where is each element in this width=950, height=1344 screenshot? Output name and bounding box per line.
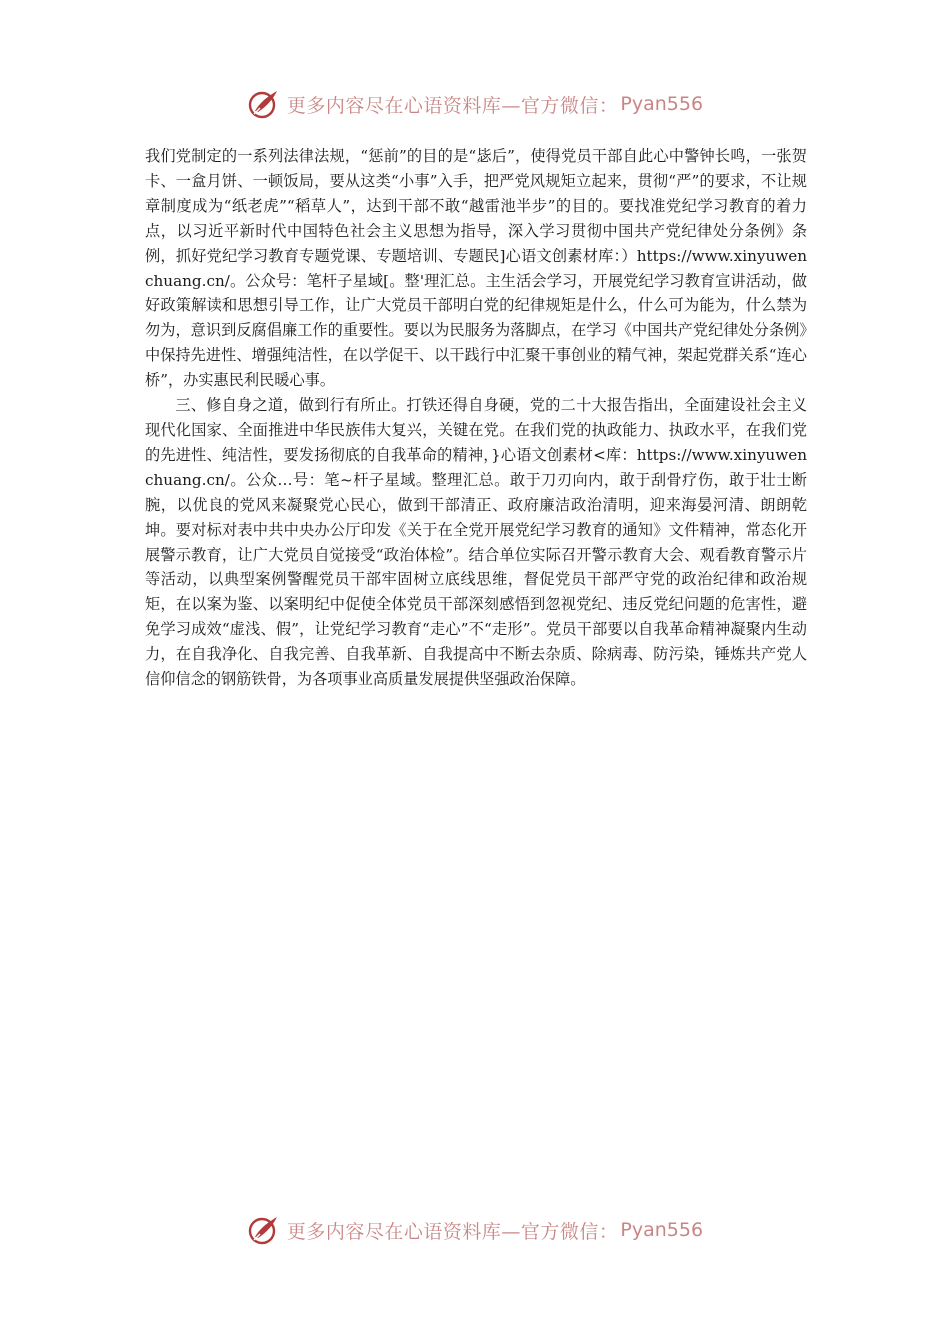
- watermark-text: 更多内容尽在心语资料库—官方微信：: [286, 1220, 619, 1243]
- watermark-wechat-id: Pyan556: [620, 1219, 704, 1241]
- quill-seal-icon: [247, 87, 281, 121]
- watermark-text: 更多内容尽在心语资料库—官方微信：: [286, 94, 619, 117]
- paragraph-1: 我们党制定的一系列法律法规，“惩前”的目的是“毖后”，使得党员干部自此心中警钟长鸣，一张贺卡、一盒月饼、一顿饭局，要从这类“小事”入手，把严党风规矩立起来，贯彻“严”的要求，不让规章制度成为“纸老虎”“稻草人”，达到干部不敢“越雷池半步”的目的。要找准党纪学习教育的着力点，以习近平新时代中国特色社会主义思想为指导，深入学习贯彻中国共产党纪律处分条例》条例，抓好党纪学习教育专题党课、专题培训、专题民]心语文创素材库：）https://www.xinyuwenchuang.cn/。公众号：笔杆子星域[。整'理汇总。主生活会学习，开展党纪学习教育宣讲活动，做好政策解读和思想引导工作，让广大党员干部明白党的纪律规矩是什么，什么可为能为，什么禁为勿为，意识到反腐倡廉工作的重要性。要以为民服务为落脚点，在学习《中国共产党纪律处分条例》中保持先进性、增强纯洁性，在以学促干、以干践行中汇聚干事创业的精气神，架起党群关系“连心桥”，办实惠民利民暖心事。: [145, 147, 807, 390]
- watermark-wechat-id: Pyan556: [620, 93, 704, 115]
- header-watermark: [0, 82, 950, 126]
- footer-watermark: [0, 1208, 950, 1252]
- quill-seal-icon: [247, 1213, 281, 1247]
- paragraph-2: 三、修自身之道，做到行有所止。打铁还得自身硬，党的二十大报告指出，全面建设社会主义现代化国家、全面推进中华民族伟大复兴，关键在党。在我们党的执政能力、执政水平，在我们党的先进性、纯洁性，要发扬彻底的自我革命的精神，}心语文创素材<库：https://www.xinyuwenchuang.cn/。公众…号：笔~杆子星域。整理汇总。敢于刀刃向内，敢于刮骨疗伤，敢于壮士断腕，以优良的党风来凝聚党心民心，做到干部清正、政府廉洁政治清明，迎来海晏河清、朗朗乾坤。要对标对表中共中央办公厅印发《关于在全党开展党纪学习教育的通知》文件精神，常态化开展警示教育，让广大党员自觉接受“政治体检”。结合单位实际召开警示教育大会、观看教育警示片等活动，以典型案例警醒党员干部牢固树立底线思维，督促党员干部严守党的政治纪律和政治规矩，在以案为鉴、以案明纪中促使全体党员干部深刻感悟到忽视党纪、违反党纪问题的危害性，避免学习成效“虚浅、假”，让党纪学习教育“走心”不“走形”。党员干部要以自我革命精神凝聚内生动力，在自我净化、自我完善、自我革新、自我提高中不断去杂质、除病毒、防污染，锤炼共产党人信仰信念的钢筋铁骨，为各项事业高质量发展提供坚强政治保障。: [145, 396, 807, 689]
- document-body: [145, 144, 807, 692]
